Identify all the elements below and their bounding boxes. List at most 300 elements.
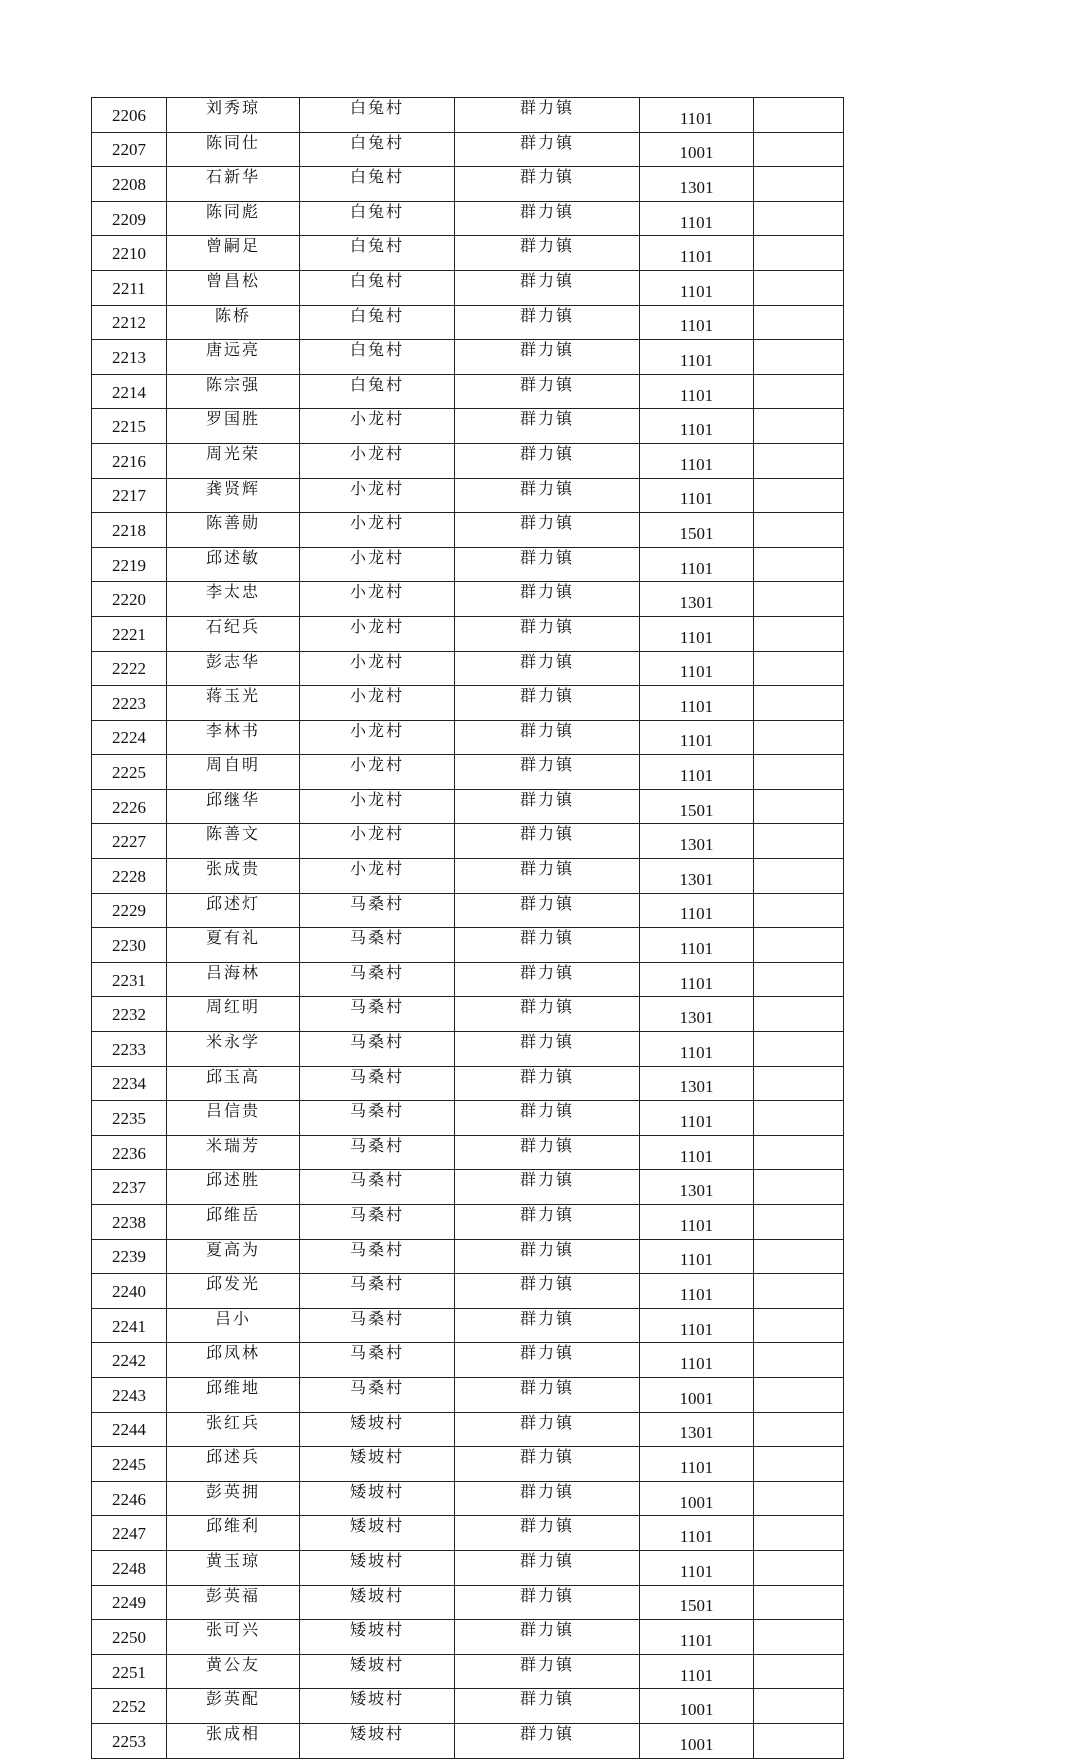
person-name: 陈善文 bbox=[167, 824, 300, 859]
person-name: 邱继华 bbox=[167, 789, 300, 824]
table-row bbox=[92, 236, 844, 271]
category-code: 1101 bbox=[640, 1654, 754, 1689]
town-name: 群力镇 bbox=[455, 789, 640, 824]
table-row bbox=[92, 1274, 844, 1309]
remark-cell bbox=[754, 167, 844, 202]
table-row bbox=[92, 340, 844, 375]
row-number: 2249 bbox=[92, 1585, 167, 1620]
person-name: 米永学 bbox=[167, 1032, 300, 1067]
town-name: 群力镇 bbox=[455, 478, 640, 513]
category-code: 1101 bbox=[640, 755, 754, 790]
category-code: 1101 bbox=[640, 374, 754, 409]
row-number: 2234 bbox=[92, 1066, 167, 1101]
village-name: 白兔村 bbox=[300, 305, 455, 340]
person-name: 邱述灯 bbox=[167, 893, 300, 928]
row-number: 2210 bbox=[92, 236, 167, 271]
remark-cell bbox=[754, 997, 844, 1032]
village-name: 马桑村 bbox=[300, 1135, 455, 1170]
village-name: 矮坡村 bbox=[300, 1723, 455, 1758]
category-code: 1101 bbox=[640, 98, 754, 133]
row-number: 2218 bbox=[92, 513, 167, 548]
row-number: 2247 bbox=[92, 1516, 167, 1551]
remark-cell bbox=[754, 236, 844, 271]
remark-cell bbox=[754, 1377, 844, 1412]
table-row bbox=[92, 1032, 844, 1067]
row-number: 2235 bbox=[92, 1101, 167, 1136]
person-name: 陈同仕 bbox=[167, 132, 300, 167]
roster-body bbox=[92, 98, 844, 1759]
table-row bbox=[92, 1585, 844, 1620]
table-row bbox=[92, 270, 844, 305]
person-name: 周红明 bbox=[167, 997, 300, 1032]
remark-cell bbox=[754, 582, 844, 617]
row-number: 2220 bbox=[92, 582, 167, 617]
row-number: 2239 bbox=[92, 1239, 167, 1274]
village-name: 矮坡村 bbox=[300, 1654, 455, 1689]
town-name: 群力镇 bbox=[455, 1101, 640, 1136]
person-name: 罗国胜 bbox=[167, 409, 300, 444]
category-code: 1101 bbox=[640, 893, 754, 928]
table-row bbox=[92, 132, 844, 167]
remark-cell bbox=[754, 1170, 844, 1205]
category-code: 1101 bbox=[640, 270, 754, 305]
category-code: 1101 bbox=[640, 1308, 754, 1343]
category-code: 1101 bbox=[640, 443, 754, 478]
village-name: 马桑村 bbox=[300, 1032, 455, 1067]
person-name: 邱凤林 bbox=[167, 1343, 300, 1378]
row-number: 2214 bbox=[92, 374, 167, 409]
person-name: 夏高为 bbox=[167, 1239, 300, 1274]
person-name: 张成贵 bbox=[167, 859, 300, 894]
remark-cell bbox=[754, 1585, 844, 1620]
town-name: 群力镇 bbox=[455, 893, 640, 928]
roster-table bbox=[91, 97, 844, 1759]
person-name: 曾昌松 bbox=[167, 270, 300, 305]
row-number: 2207 bbox=[92, 132, 167, 167]
village-name: 马桑村 bbox=[300, 1343, 455, 1378]
town-name: 群力镇 bbox=[455, 1585, 640, 1620]
remark-cell bbox=[754, 1239, 844, 1274]
table-row bbox=[92, 928, 844, 963]
remark-cell bbox=[754, 824, 844, 859]
category-code: 1101 bbox=[640, 1620, 754, 1655]
person-name: 石新华 bbox=[167, 167, 300, 202]
person-name: 陈宗强 bbox=[167, 374, 300, 409]
village-name: 马桑村 bbox=[300, 1170, 455, 1205]
remark-cell bbox=[754, 1135, 844, 1170]
village-name: 矮坡村 bbox=[300, 1550, 455, 1585]
village-name: 马桑村 bbox=[300, 1377, 455, 1412]
person-name: 陈桥 bbox=[167, 305, 300, 340]
village-name: 白兔村 bbox=[300, 236, 455, 271]
table-row bbox=[92, 305, 844, 340]
remark-cell bbox=[754, 1101, 844, 1136]
table-row bbox=[92, 1239, 844, 1274]
table-row bbox=[92, 409, 844, 444]
remark-cell bbox=[754, 547, 844, 582]
table-row bbox=[92, 1689, 844, 1724]
village-name: 小龙村 bbox=[300, 789, 455, 824]
row-number: 2225 bbox=[92, 755, 167, 790]
table-row bbox=[92, 201, 844, 236]
village-name: 小龙村 bbox=[300, 651, 455, 686]
person-name: 彭英拥 bbox=[167, 1481, 300, 1516]
table-row bbox=[92, 859, 844, 894]
category-code: 1101 bbox=[640, 478, 754, 513]
category-code: 1101 bbox=[640, 1550, 754, 1585]
category-code: 1101 bbox=[640, 1205, 754, 1240]
village-name: 白兔村 bbox=[300, 374, 455, 409]
person-name: 石纪兵 bbox=[167, 616, 300, 651]
table-row bbox=[92, 686, 844, 721]
table-row bbox=[92, 513, 844, 548]
village-name: 小龙村 bbox=[300, 443, 455, 478]
person-name: 邱玉高 bbox=[167, 1066, 300, 1101]
category-code: 1501 bbox=[640, 789, 754, 824]
category-code: 1301 bbox=[640, 582, 754, 617]
row-number: 2224 bbox=[92, 720, 167, 755]
remark-cell bbox=[754, 305, 844, 340]
remark-cell bbox=[754, 1066, 844, 1101]
town-name: 群力镇 bbox=[455, 1343, 640, 1378]
row-number: 2238 bbox=[92, 1205, 167, 1240]
row-number: 2217 bbox=[92, 478, 167, 513]
person-name: 彭英配 bbox=[167, 1689, 300, 1724]
person-name: 龚贤辉 bbox=[167, 478, 300, 513]
town-name: 群力镇 bbox=[455, 443, 640, 478]
village-name: 白兔村 bbox=[300, 270, 455, 305]
row-number: 2216 bbox=[92, 443, 167, 478]
table-row bbox=[92, 755, 844, 790]
town-name: 群力镇 bbox=[455, 1481, 640, 1516]
person-name: 米瑞芳 bbox=[167, 1135, 300, 1170]
category-code: 1101 bbox=[640, 305, 754, 340]
village-name: 马桑村 bbox=[300, 1101, 455, 1136]
person-name: 张可兴 bbox=[167, 1620, 300, 1655]
row-number: 2242 bbox=[92, 1343, 167, 1378]
town-name: 群力镇 bbox=[455, 686, 640, 721]
remark-cell bbox=[754, 443, 844, 478]
village-name: 白兔村 bbox=[300, 167, 455, 202]
row-number: 2246 bbox=[92, 1481, 167, 1516]
remark-cell bbox=[754, 1412, 844, 1447]
village-name: 小龙村 bbox=[300, 616, 455, 651]
category-code: 1101 bbox=[640, 928, 754, 963]
remark-cell bbox=[754, 374, 844, 409]
table-row bbox=[92, 1550, 844, 1585]
row-number: 2252 bbox=[92, 1689, 167, 1724]
person-name: 邱述兵 bbox=[167, 1447, 300, 1482]
village-name: 白兔村 bbox=[300, 340, 455, 375]
row-number: 2215 bbox=[92, 409, 167, 444]
table-row bbox=[92, 1412, 844, 1447]
row-number: 2208 bbox=[92, 167, 167, 202]
town-name: 群力镇 bbox=[455, 340, 640, 375]
village-name: 矮坡村 bbox=[300, 1516, 455, 1551]
remark-cell bbox=[754, 1516, 844, 1551]
remark-cell bbox=[754, 340, 844, 375]
village-name: 矮坡村 bbox=[300, 1447, 455, 1482]
town-name: 群力镇 bbox=[455, 1723, 640, 1758]
town-name: 群力镇 bbox=[455, 1066, 640, 1101]
village-name: 矮坡村 bbox=[300, 1689, 455, 1724]
row-number: 2212 bbox=[92, 305, 167, 340]
village-name: 小龙村 bbox=[300, 582, 455, 617]
town-name: 群力镇 bbox=[455, 1239, 640, 1274]
row-number: 2241 bbox=[92, 1308, 167, 1343]
village-name: 矮坡村 bbox=[300, 1481, 455, 1516]
town-name: 群力镇 bbox=[455, 859, 640, 894]
table-row bbox=[92, 720, 844, 755]
row-number: 2228 bbox=[92, 859, 167, 894]
table-row bbox=[92, 893, 844, 928]
town-name: 群力镇 bbox=[455, 409, 640, 444]
remark-cell bbox=[754, 651, 844, 686]
row-number: 2251 bbox=[92, 1654, 167, 1689]
row-number: 2229 bbox=[92, 893, 167, 928]
person-name: 彭志华 bbox=[167, 651, 300, 686]
remark-cell bbox=[754, 1550, 844, 1585]
remark-cell bbox=[754, 1481, 844, 1516]
category-code: 1101 bbox=[640, 1343, 754, 1378]
village-name: 小龙村 bbox=[300, 513, 455, 548]
village-name: 小龙村 bbox=[300, 547, 455, 582]
category-code: 1501 bbox=[640, 513, 754, 548]
row-number: 2213 bbox=[92, 340, 167, 375]
village-name: 矮坡村 bbox=[300, 1412, 455, 1447]
category-code: 1101 bbox=[640, 1239, 754, 1274]
town-name: 群力镇 bbox=[455, 547, 640, 582]
remark-cell bbox=[754, 1620, 844, 1655]
remark-cell bbox=[754, 1723, 844, 1758]
town-name: 群力镇 bbox=[455, 374, 640, 409]
remark-cell bbox=[754, 720, 844, 755]
category-code: 1101 bbox=[640, 1135, 754, 1170]
remark-cell bbox=[754, 1689, 844, 1724]
table-row bbox=[92, 1481, 844, 1516]
table-row bbox=[92, 1101, 844, 1136]
town-name: 群力镇 bbox=[455, 1654, 640, 1689]
person-name: 夏有礼 bbox=[167, 928, 300, 963]
table-row bbox=[92, 789, 844, 824]
village-name: 白兔村 bbox=[300, 98, 455, 133]
table-row bbox=[92, 997, 844, 1032]
category-code: 1001 bbox=[640, 1481, 754, 1516]
category-code: 1301 bbox=[640, 1412, 754, 1447]
category-code: 1301 bbox=[640, 1170, 754, 1205]
village-name: 马桑村 bbox=[300, 1239, 455, 1274]
table-row bbox=[92, 582, 844, 617]
category-code: 1101 bbox=[640, 340, 754, 375]
town-name: 群力镇 bbox=[455, 1550, 640, 1585]
town-name: 群力镇 bbox=[455, 962, 640, 997]
category-code: 1101 bbox=[640, 686, 754, 721]
town-name: 群力镇 bbox=[455, 616, 640, 651]
person-name: 周光荣 bbox=[167, 443, 300, 478]
category-code: 1101 bbox=[640, 1516, 754, 1551]
row-number: 2231 bbox=[92, 962, 167, 997]
row-number: 2227 bbox=[92, 824, 167, 859]
remark-cell bbox=[754, 1654, 844, 1689]
table-row bbox=[92, 1205, 844, 1240]
person-name: 邱述胜 bbox=[167, 1170, 300, 1205]
category-code: 1101 bbox=[640, 651, 754, 686]
remark-cell bbox=[754, 201, 844, 236]
category-code: 1101 bbox=[640, 720, 754, 755]
row-number: 2244 bbox=[92, 1412, 167, 1447]
village-name: 白兔村 bbox=[300, 132, 455, 167]
person-name: 吕小 bbox=[167, 1308, 300, 1343]
remark-cell bbox=[754, 1032, 844, 1067]
row-number: 2236 bbox=[92, 1135, 167, 1170]
remark-cell bbox=[754, 928, 844, 963]
category-code: 1301 bbox=[640, 824, 754, 859]
row-number: 2222 bbox=[92, 651, 167, 686]
village-name: 马桑村 bbox=[300, 962, 455, 997]
table-row bbox=[92, 1516, 844, 1551]
town-name: 群力镇 bbox=[455, 928, 640, 963]
town-name: 群力镇 bbox=[455, 1516, 640, 1551]
table-row bbox=[92, 1620, 844, 1655]
table-row bbox=[92, 1170, 844, 1205]
remark-cell bbox=[754, 98, 844, 133]
row-number: 2237 bbox=[92, 1170, 167, 1205]
remark-cell bbox=[754, 962, 844, 997]
village-name: 小龙村 bbox=[300, 720, 455, 755]
remark-cell bbox=[754, 616, 844, 651]
table-row bbox=[92, 651, 844, 686]
town-name: 群力镇 bbox=[455, 651, 640, 686]
remark-cell bbox=[754, 686, 844, 721]
town-name: 群力镇 bbox=[455, 1377, 640, 1412]
village-name: 小龙村 bbox=[300, 478, 455, 513]
person-name: 邱发光 bbox=[167, 1274, 300, 1309]
village-name: 小龙村 bbox=[300, 686, 455, 721]
table-row bbox=[92, 1066, 844, 1101]
person-name: 张红兵 bbox=[167, 1412, 300, 1447]
village-name: 马桑村 bbox=[300, 1308, 455, 1343]
row-number: 2233 bbox=[92, 1032, 167, 1067]
table-row bbox=[92, 1447, 844, 1482]
person-name: 邱维利 bbox=[167, 1516, 300, 1551]
row-number: 2223 bbox=[92, 686, 167, 721]
village-name: 马桑村 bbox=[300, 1274, 455, 1309]
remark-cell bbox=[754, 478, 844, 513]
town-name: 群力镇 bbox=[455, 755, 640, 790]
category-code: 1101 bbox=[640, 1032, 754, 1067]
table-row bbox=[92, 374, 844, 409]
remark-cell bbox=[754, 1447, 844, 1482]
village-name: 矮坡村 bbox=[300, 1585, 455, 1620]
table-row bbox=[92, 98, 844, 133]
category-code: 1301 bbox=[640, 859, 754, 894]
town-name: 群力镇 bbox=[455, 98, 640, 133]
town-name: 群力镇 bbox=[455, 1620, 640, 1655]
category-code: 1101 bbox=[640, 236, 754, 271]
table-row bbox=[92, 1377, 844, 1412]
village-name: 白兔村 bbox=[300, 201, 455, 236]
category-code: 1501 bbox=[640, 1585, 754, 1620]
category-code: 1101 bbox=[640, 1274, 754, 1309]
person-name: 彭英福 bbox=[167, 1585, 300, 1620]
row-number: 2245 bbox=[92, 1447, 167, 1482]
remark-cell bbox=[754, 893, 844, 928]
remark-cell bbox=[754, 132, 844, 167]
person-name: 吕海林 bbox=[167, 962, 300, 997]
table-row bbox=[92, 616, 844, 651]
town-name: 群力镇 bbox=[455, 824, 640, 859]
table-row bbox=[92, 962, 844, 997]
category-code: 1001 bbox=[640, 1689, 754, 1724]
table-row bbox=[92, 1723, 844, 1758]
town-name: 群力镇 bbox=[455, 1689, 640, 1724]
table-row bbox=[92, 1135, 844, 1170]
remark-cell bbox=[754, 1343, 844, 1378]
person-name: 刘秀琼 bbox=[167, 98, 300, 133]
row-number: 2219 bbox=[92, 547, 167, 582]
village-name: 小龙村 bbox=[300, 409, 455, 444]
town-name: 群力镇 bbox=[455, 305, 640, 340]
town-name: 群力镇 bbox=[455, 132, 640, 167]
person-name: 李林书 bbox=[167, 720, 300, 755]
person-name: 陈同彪 bbox=[167, 201, 300, 236]
person-name: 黄玉琼 bbox=[167, 1550, 300, 1585]
town-name: 群力镇 bbox=[455, 1308, 640, 1343]
table-row bbox=[92, 443, 844, 478]
row-number: 2211 bbox=[92, 270, 167, 305]
person-name: 邱述敏 bbox=[167, 547, 300, 582]
town-name: 群力镇 bbox=[455, 1135, 640, 1170]
category-code: 1301 bbox=[640, 1066, 754, 1101]
person-name: 周自明 bbox=[167, 755, 300, 790]
row-number: 2250 bbox=[92, 1620, 167, 1655]
town-name: 群力镇 bbox=[455, 1447, 640, 1482]
remark-cell bbox=[754, 270, 844, 305]
person-name: 黄公友 bbox=[167, 1654, 300, 1689]
row-number: 2232 bbox=[92, 997, 167, 1032]
row-number: 2240 bbox=[92, 1274, 167, 1309]
remark-cell bbox=[754, 755, 844, 790]
table-row bbox=[92, 478, 844, 513]
row-number: 2206 bbox=[92, 98, 167, 133]
person-name: 唐远亮 bbox=[167, 340, 300, 375]
remark-cell bbox=[754, 1274, 844, 1309]
row-number: 2221 bbox=[92, 616, 167, 651]
town-name: 群力镇 bbox=[455, 167, 640, 202]
village-name: 马桑村 bbox=[300, 928, 455, 963]
person-name: 李太忠 bbox=[167, 582, 300, 617]
person-name: 邱维岳 bbox=[167, 1205, 300, 1240]
category-code: 1001 bbox=[640, 1377, 754, 1412]
category-code: 1101 bbox=[640, 962, 754, 997]
category-code: 1101 bbox=[640, 1447, 754, 1482]
remark-cell bbox=[754, 409, 844, 444]
row-number: 2253 bbox=[92, 1723, 167, 1758]
table-row bbox=[92, 1343, 844, 1378]
category-code: 1101 bbox=[640, 547, 754, 582]
town-name: 群力镇 bbox=[455, 997, 640, 1032]
town-name: 群力镇 bbox=[455, 1274, 640, 1309]
table-row bbox=[92, 1308, 844, 1343]
table-row bbox=[92, 167, 844, 202]
table-row bbox=[92, 1654, 844, 1689]
category-code: 1101 bbox=[640, 616, 754, 651]
town-name: 群力镇 bbox=[455, 1205, 640, 1240]
person-name: 曾嗣足 bbox=[167, 236, 300, 271]
remark-cell bbox=[754, 1308, 844, 1343]
row-number: 2226 bbox=[92, 789, 167, 824]
person-name: 陈善勋 bbox=[167, 513, 300, 548]
